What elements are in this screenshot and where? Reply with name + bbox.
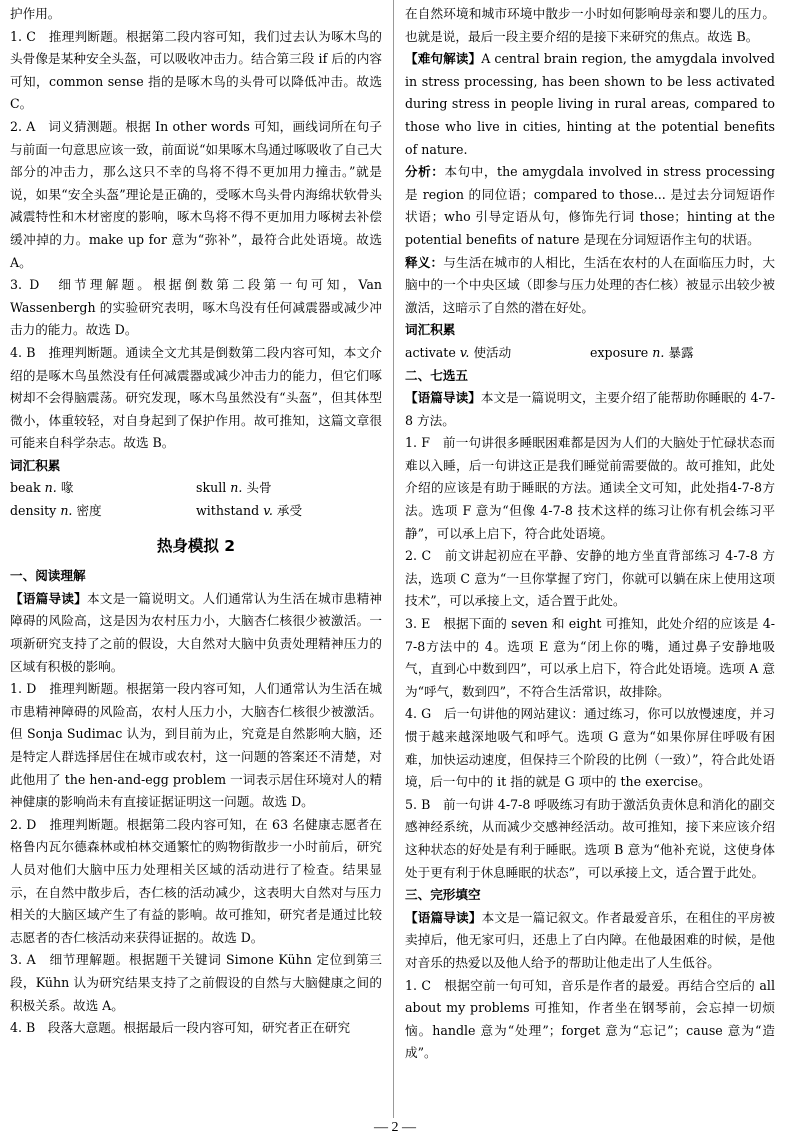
- answer-2: 2. C 前文讲起初应在平静、安静的地方坐直背部练习 4-7-8 方法，选项 C 意为“一旦你掌握了窍门，你就可以躺在床上使用这项技术”，可以承接上文，适合置于此处。: [405, 548, 775, 609]
- vocab-heading: 词汇积累: [10, 457, 61, 473]
- answer-3: 3. D 细节理解题。根据倒数第二段第一句可知，Van Wassenbergh 的实验研究表明，啄木鸟没有任何减震器或减少冲击力的能力。故选 D。: [10, 277, 382, 338]
- guide-paragraph: 【语篇导读】本文是一篇说明文，主要介绍了能帮助你睡眠的 4-7-8 方法。: [405, 390, 775, 428]
- answer-3: 3. A 细节理解题。根据题干关键词 Simone Kühn 定位到第三段，Kühn 认为研究结果支持了之前假设的自然与大脑健康之间的积极关系。故选 A。: [10, 952, 382, 1013]
- vocab-item: skull n. 头骨: [196, 480, 272, 496]
- answer-1: 1. C 推理判断题。根据第二段内容可知，我们过去认为啄木鸟的头骨像是某种安全头盔，可以吸收冲击力。结合第三段 if 后的内容可知，common sense 指的是啄木鸟的头骨可以降低冲击。故选 C。: [10, 28, 382, 112]
- answer-2: 2. D 推理判断题。根据第二段内容可知，在 63 名健康志愿者在格鲁内瓦尔德森林或柏林交通繁忙的购物街散步一小时前后，研究人员对他们大脑中压力处理相关区域的活动进行了检查。结果显示，在自然中散步后，杏仁核的活动减少，这表明大自然对与压力相关的大脑区域产生了有益的影响。故可推知，研究者是通过比较志愿者的杏仁核活动来获得证据的。故选 D。: [10, 816, 382, 945]
- left-column: [10, 3, 382, 1040]
- column-divider: [393, 0, 394, 1118]
- vocab-item: beak n. 喙: [10, 480, 74, 496]
- subsection-seven-five: 二、七选五: [405, 367, 468, 383]
- hard-sentence: 【难句解读】A central brain region, the amygdala involved in stress processing, has been shown to be less activated during stress in people living in rural areas, compared to those who live in cities, hinting at the potential benefits of nature.: [405, 51, 775, 157]
- paragraph: 在自然环境和城市环境中散步一小时如何影响母亲和婴儿的压力。也就是说，最后一段主要介绍的是接下来研究的焦点。故选 B。: [405, 6, 775, 44]
- answer-1: 1. F 前一句讲很多睡眠困难都是因为人们的大脑处于忙碌状态而难以入睡，后一句讲这正是我们睡觉前需要做的。故可推知，此处介绍的应该是有助于睡眠的方法。通读全文可知，此处指4-7-8方法。选项 F 意为“但像 4-7-8 技术这样的练习让你有机会练习平静”，可以承上启下，符合此处语境。: [405, 435, 775, 541]
- subsection-reading: 一、阅读理解: [10, 568, 86, 584]
- answer-4: 4. B 推理判断题。通读全文尤其是倒数第二段内容可知，本文介绍的是啄木鸟虽然没有任何减震器或减少冲击力的能力，但它们啄树却不会得脑震荡。研究发现，啄木鸟虽然没有“头盔”，但其体型微小，体重较轻，对自身起到了保护作用。故可推知，这篇文章很可能来自科学杂志。故选 B。: [10, 344, 382, 451]
- answer-1: 1. C 根据空前一句可知，音乐是作者的最爱。再结合空后的 all about my problems 可推知，作者坐在钢琴前，会忘掉一切烦恼。handle 意为“处理”；forget 意为“忘记”；cause 意为“造成”。: [405, 977, 775, 1061]
- answer-3: 3. E 根据下面的 seven 和 eight 可推知，此处介绍的应该是 4-7-8方法中的 4。选项 E 意为“闭上你的嘴，通过鼻子安静地吸气，直到心中数到四”，可以承上启下，符合此处语境。选项 A 意为“呼气，数到四”，不符合生活常识，故排除。: [405, 616, 775, 699]
- answer-2: 2. A 词义猜测题。根据 In other words 可知，画线词所在句子与前面一句意思应该一致，前面说“如果啄木鸟通过啄吸收了自己大部分的冲击力，那么这只不幸的鸟将不得不更加用力撞击。”就是说，如果“安全头盔”理论是正确的，受啄木鸟头骨内海绵状软骨头减震特性和木材密度的影响，啄木鸟将不得不更加用力啄树去补偿缓冲掉的力。make up for 意为“弥补”，最符合此处语境。故选 A。: [10, 118, 382, 270]
- answer-4: 4. B 段落大意题。根据最后一段内容可知，研究者正在研究: [10, 1020, 351, 1036]
- paragraph: 护作用。: [10, 6, 61, 21]
- vocab-item: density n. 密度: [10, 503, 102, 519]
- page-number: — 2 —: [374, 1120, 416, 1135]
- answer-1: 1. D 推理判断题。根据第一段内容可知，人们通常认为生活在城市患精神障碍的风险高，农村人压力小，大脑杏仁核很少被激活。但 Sonja Sudimac 认为，到目前为止，究竟是自然影响大脑，还是特定人群选择居住在城市或农村，这一问题的答案还不清楚，对此他用了 the hen-and-egg problem 一词表示居住环境对人的精神健康的影响尚未有直接证据证明这一问题。故选 D。: [10, 681, 382, 810]
- answer-4: 4. G 后一句讲他的网站建议：通过练习，你可以放慢速度，并习惯于越来越深地吸气和呼气。选项 G 意为“如果你屏住呼吸有困难，加快运动速度，但保持三个阶段的比例（一致）”，符合此处语境，后一句中的 it 指的就是 G 项中的 the exercise。: [405, 706, 775, 790]
- answer-5: 5. B 前一句讲 4-7-8 呼吸练习有助于激活负责休息和消化的副交感神经系统，从而减少交感神经活动。故可推知，接下来应该介绍这种状态的好处是有利于睡眠。选项 B 意为“他补充说，这使身体处于更有利于休息睡眠的状态”，可以承接上文，适合置于此处。: [405, 796, 775, 880]
- subsection-cloze: 三、完形填空: [405, 887, 481, 903]
- translation: 释义：与生活在城市的人相比，生活在农村的人在面临压力时，大脑中的一个中央区域（即参与压力处理的杏仁核）被显示出较少被激活，这暗示了自然的潜在好处。: [405, 254, 776, 315]
- analysis: 分析：本句中，the amygdala involved in stress processing 是 region 的同位语；compared to those... 是过去分词短语作状语；who 引导定语从句，修饰先行词 those；hinting at the potential benefits of nature 是现在分词短语作主句的状语。: [405, 164, 775, 247]
- section-title: 热身模拟 2: [156, 536, 236, 555]
- right-column: [405, 3, 775, 1065]
- vocab-heading: 词汇积累: [405, 322, 456, 338]
- vocab-item: activate v. 使活动: [405, 344, 512, 360]
- vocab-list: [405, 342, 775, 365]
- vocab-list: [10, 477, 382, 522]
- vocab-item: withstand v. 承受: [196, 503, 303, 519]
- guide-paragraph: 【语篇导读】本文是一篇记叙文。作者最爱音乐，在租住的平房被卖掉后，他无家可归，还患上了白内障。在他最困难的时候，是他对音乐的热爱以及他人给予的帮助让他走出了人生低谷。: [405, 909, 776, 970]
- vocab-item: exposure n. 暴露: [590, 344, 694, 360]
- guide-paragraph: 【语篇导读】本文是一篇说明文。人们通常认为生活在城市患精神障碍的风险高，这是因为农村压力小，大脑杏仁核很少被激活。一项新研究支持了之前的假设，大自然对大脑中负责处理精神压力的区域有积极的影响。: [10, 590, 382, 674]
